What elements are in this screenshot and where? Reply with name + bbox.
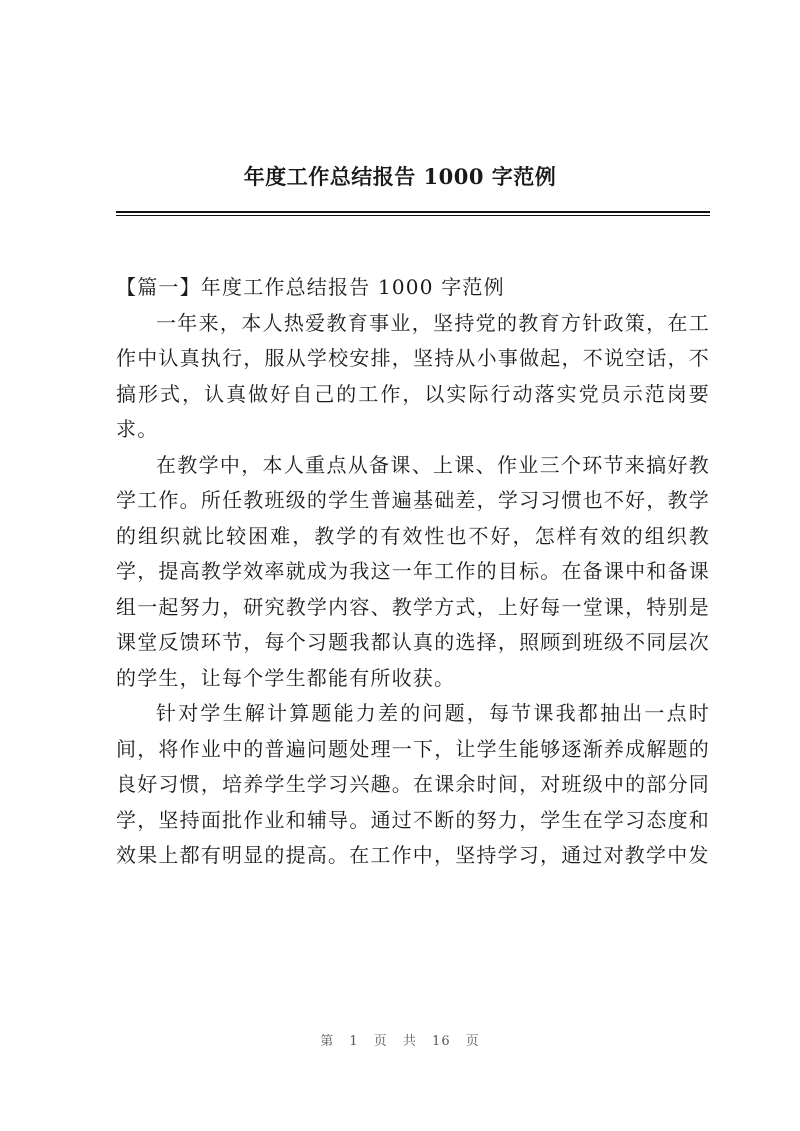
page-number-footer: 第 1 页 共 16 页 bbox=[320, 1034, 480, 1049]
section-heading: 【篇一】年度工作总结报告 1000 字范例 bbox=[116, 275, 505, 299]
body-paragraph: 一年来，本人热爱教育事业，坚持党的教育方针政策，在工作中认真执行，服从学校安排，坚持从小事做起，不说空话，不搞形式，认真做好自己的工作，以实际行动落实党员示范岗要求。 bbox=[116, 310, 710, 441]
title-divider bbox=[116, 211, 710, 213]
document-body bbox=[116, 270, 710, 874]
document-title: 年度工作总结报告 1000 字范例 bbox=[243, 164, 557, 189]
body-paragraph: 在教学中，本人重点从备课、上课、作业三个环节来搞好教学工作。所任教班级的学生普遍基础差，学习习惯也不好，教学的组织就比较困难，教学的有效性也不好，怎样有效的组织教学，提高教学效率就成为我这一年工作的目标。在备课中和备课组一起努力，研究教学内容、教学方式，上好每一堂课，特别是课堂反馈环节，每个习题我都认真的选择，照顾到班级不同层次的学生，让每个学生都能有所收获。 bbox=[116, 452, 710, 690]
title-divider-thin bbox=[116, 215, 710, 216]
body-paragraph: 针对学生解计算题能力差的问题，每节课我都抽出一点时间，将作业中的普遍问题处理一下，让学生能够逐渐养成解题的良好习惯，培养学生学习兴趣。在课余时间，对班级中的部分同学，坚持面批作业和辅导。通过不断的努力，学生在学习态度和效果上都有明显的提高。在工作中，坚持学习，通过对教学中发 bbox=[116, 701, 710, 867]
